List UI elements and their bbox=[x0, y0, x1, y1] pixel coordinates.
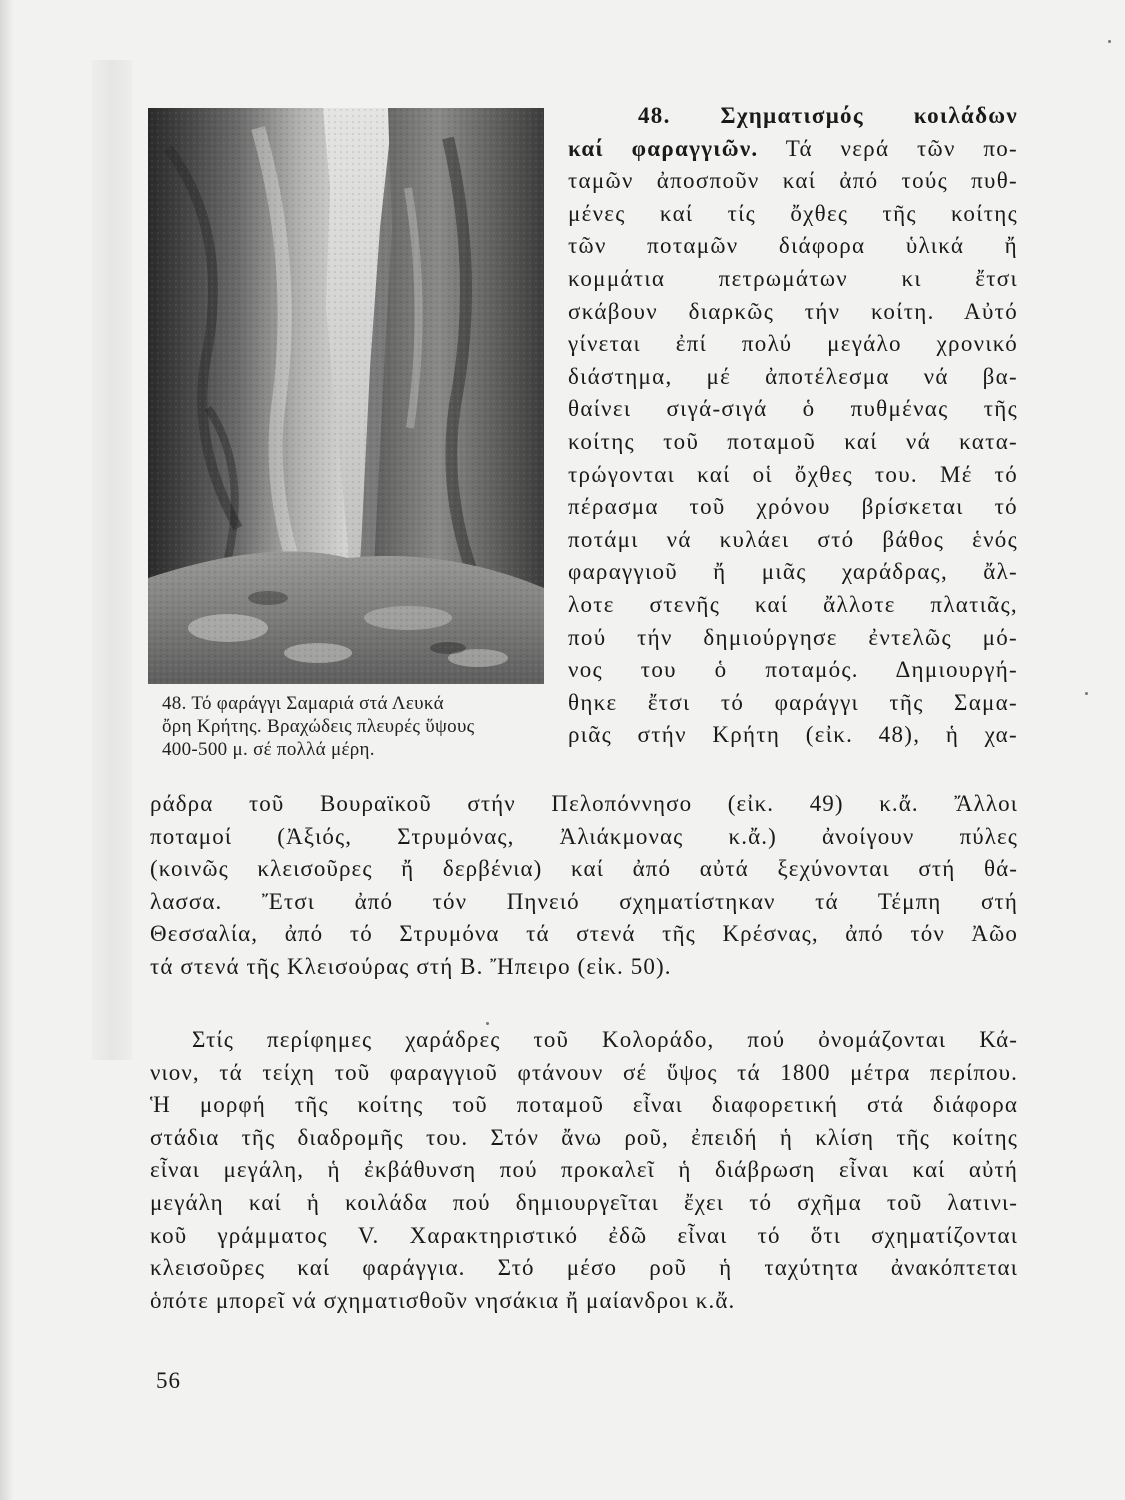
text-line: μεγάλη καί ἡ κοιλάδα πού δημιουργεῖται ἔχει τό σχῆμα τοῦ λατινι- bbox=[150, 1189, 1018, 1215]
gorge-photograph bbox=[148, 108, 544, 684]
text-line: λοτε στενῆς καί ἄλλοτε πλατιᾶς, bbox=[568, 591, 1018, 617]
caption-line: ὄρη Κρήτης. Βραχώδεις πλευρές ὕψους bbox=[162, 716, 475, 737]
text-line: θαίνει σιγά-σιγά ὁ πυθμένας τῆς bbox=[568, 396, 1018, 422]
section-heading-line bbox=[568, 100, 1018, 133]
text-line: Ἡ μορφή τῆς κοίτης τοῦ ποταμοῦ εἶναι διαφορετική στά διάφορα bbox=[150, 1092, 1018, 1118]
text-line: νιον, τά τείχη τοῦ φαραγγιοῦ φτάνουν σέ ὕψος τά 1800 μέτρα περίπου. bbox=[150, 1059, 1018, 1085]
text-line: ποταμοί (Ἀξιός, Στρυμόνας, Ἀλιάκμονας κ.ἄ.) ἀνοίγουν πύλες bbox=[150, 823, 1018, 849]
text-line: τά στενά τῆς Κλεισούρας στή Β. Ἤπειρο (εἰκ. 50). bbox=[150, 953, 672, 979]
dust-speck bbox=[1085, 692, 1088, 695]
text-line: φαραγγιοῦ ἤ μιᾶς χαράδρας, ἄλ- bbox=[568, 559, 1018, 585]
text-line: κοῦ γράμματος V. Χαρακτηριστικό ἐδῶ εἶναι τό ὅτι σχηματίζονται bbox=[150, 1222, 1018, 1248]
second-paragraph bbox=[150, 1024, 1018, 1317]
section-heading-line-2 bbox=[568, 133, 1018, 166]
text-line: τρώγονται καί οἱ ὄχθες του. Μέ τό bbox=[568, 461, 1018, 487]
text-line: κομμάτια πετρωμάτων κι ἔτσι bbox=[568, 265, 1018, 291]
text-line: ὁπότε μπορεῖ νά σχηματισθοῦν νησάκια ἤ μαίανδροι κ.ἄ. bbox=[150, 1287, 736, 1313]
text-line: ριᾶς στήν Κρήτη (εἰκ. 48), ἡ χα- bbox=[568, 722, 1018, 748]
text-line: πέρασμα τοῦ χρόνου βρίσκεται τό bbox=[568, 494, 1018, 520]
text-line: ταμῶν ἀποσποῦν καί ἀπό τούς πυθ- bbox=[568, 168, 1018, 194]
text-line: θηκε ἔτσι τό φαράγγι τῆς Σαμα- bbox=[568, 689, 1018, 715]
figure-caption bbox=[162, 692, 542, 761]
right-column-text bbox=[568, 100, 1018, 752]
text-line: στάδια τῆς διαδρομῆς του. Στόν ἄνω ροῦ, ἐπειδή ἡ κλίση τῆς κοίτης bbox=[150, 1124, 1018, 1150]
full-width-text bbox=[150, 788, 1018, 984]
text-line: σκάβουν διαρκῶς τήν κοίτη. Αὐτό bbox=[568, 298, 1018, 324]
caption-line: 48. Τό φαράγγι Σαμαριά στά Λευκά bbox=[162, 693, 444, 714]
page-edge-shadow bbox=[0, 0, 14, 1500]
text-line: λασσα. Ἔτσι ἀπό τόν Πηνειό σχηματίστηκαν τά Τέμπη στή bbox=[150, 888, 1018, 914]
text-line: κοίτης τοῦ ποταμοῦ καί νά κατα- bbox=[568, 428, 1018, 454]
text-line: πού τήν δημιούργησε ἐντελῶς μό- bbox=[568, 624, 1018, 650]
dust-speck bbox=[1108, 40, 1111, 43]
text-line: Θεσσαλία, ἀπό τό Στρυμόνα τά στενά τῆς Κρέσνας, ἀπό τόν Ἀῶο bbox=[150, 921, 1018, 947]
section-heading-cont: καί φαραγγιῶν. bbox=[568, 135, 759, 161]
text-line-start: Τά νερά τῶν πο- bbox=[785, 135, 1018, 161]
text-line: (κοινῶς κλεισοῦρες ἤ δερβένια) καί ἀπό αὐτά ξεχύνονται στή θά- bbox=[150, 856, 1018, 882]
text-line: διάστημα, μέ ἀποτέλεσμα νά βα- bbox=[568, 363, 1018, 389]
text-line: κλεισοῦρες καί φαράγγια. Στό μέσο ροῦ ἡ ταχύτητα ἀνακόπτεται bbox=[150, 1255, 1018, 1281]
text-line: εἶναι μεγάλη, ἡ ἐκβάθυνση πού προκαλεῖ ἡ διάβρωση εἶναι καί αὐτή bbox=[150, 1157, 1018, 1183]
text-line: τῶν ποταμῶν διάφορα ὑλικά ἤ bbox=[568, 233, 1018, 259]
text-line: νος του ὁ ποταμός. Δημιουργή- bbox=[568, 657, 1018, 683]
text-line: μένες καί τίς ὄχθες τῆς κοίτης bbox=[568, 200, 1018, 226]
gorge-photo-illustration bbox=[148, 108, 544, 684]
text-line: ράδρα τοῦ Βουραϊκοῦ στήν Πελοπόννησο (εἰκ. 49) κ.ἄ. Ἄλλοι bbox=[150, 791, 1018, 816]
text-line: γίνεται ἐπί πολύ μεγάλο χρονικό bbox=[568, 331, 1018, 357]
page-number: 56 bbox=[156, 1368, 181, 1393]
section-heading: 48. Σχηματισμός κοιλάδων bbox=[638, 103, 1018, 128]
dust-speck bbox=[486, 1022, 489, 1025]
text-line: ποτάμι νά κυλάει στό βάθος ἑνός bbox=[568, 526, 1018, 552]
caption-line: 400-500 μ. σέ πολλά μέρη. bbox=[162, 739, 375, 760]
show-through-shadow bbox=[92, 60, 132, 1060]
text-line: Στίς περίφημες χαράδρες τοῦ Κολοράδο, πού ὀνομάζονται Κά- bbox=[192, 1027, 1018, 1052]
